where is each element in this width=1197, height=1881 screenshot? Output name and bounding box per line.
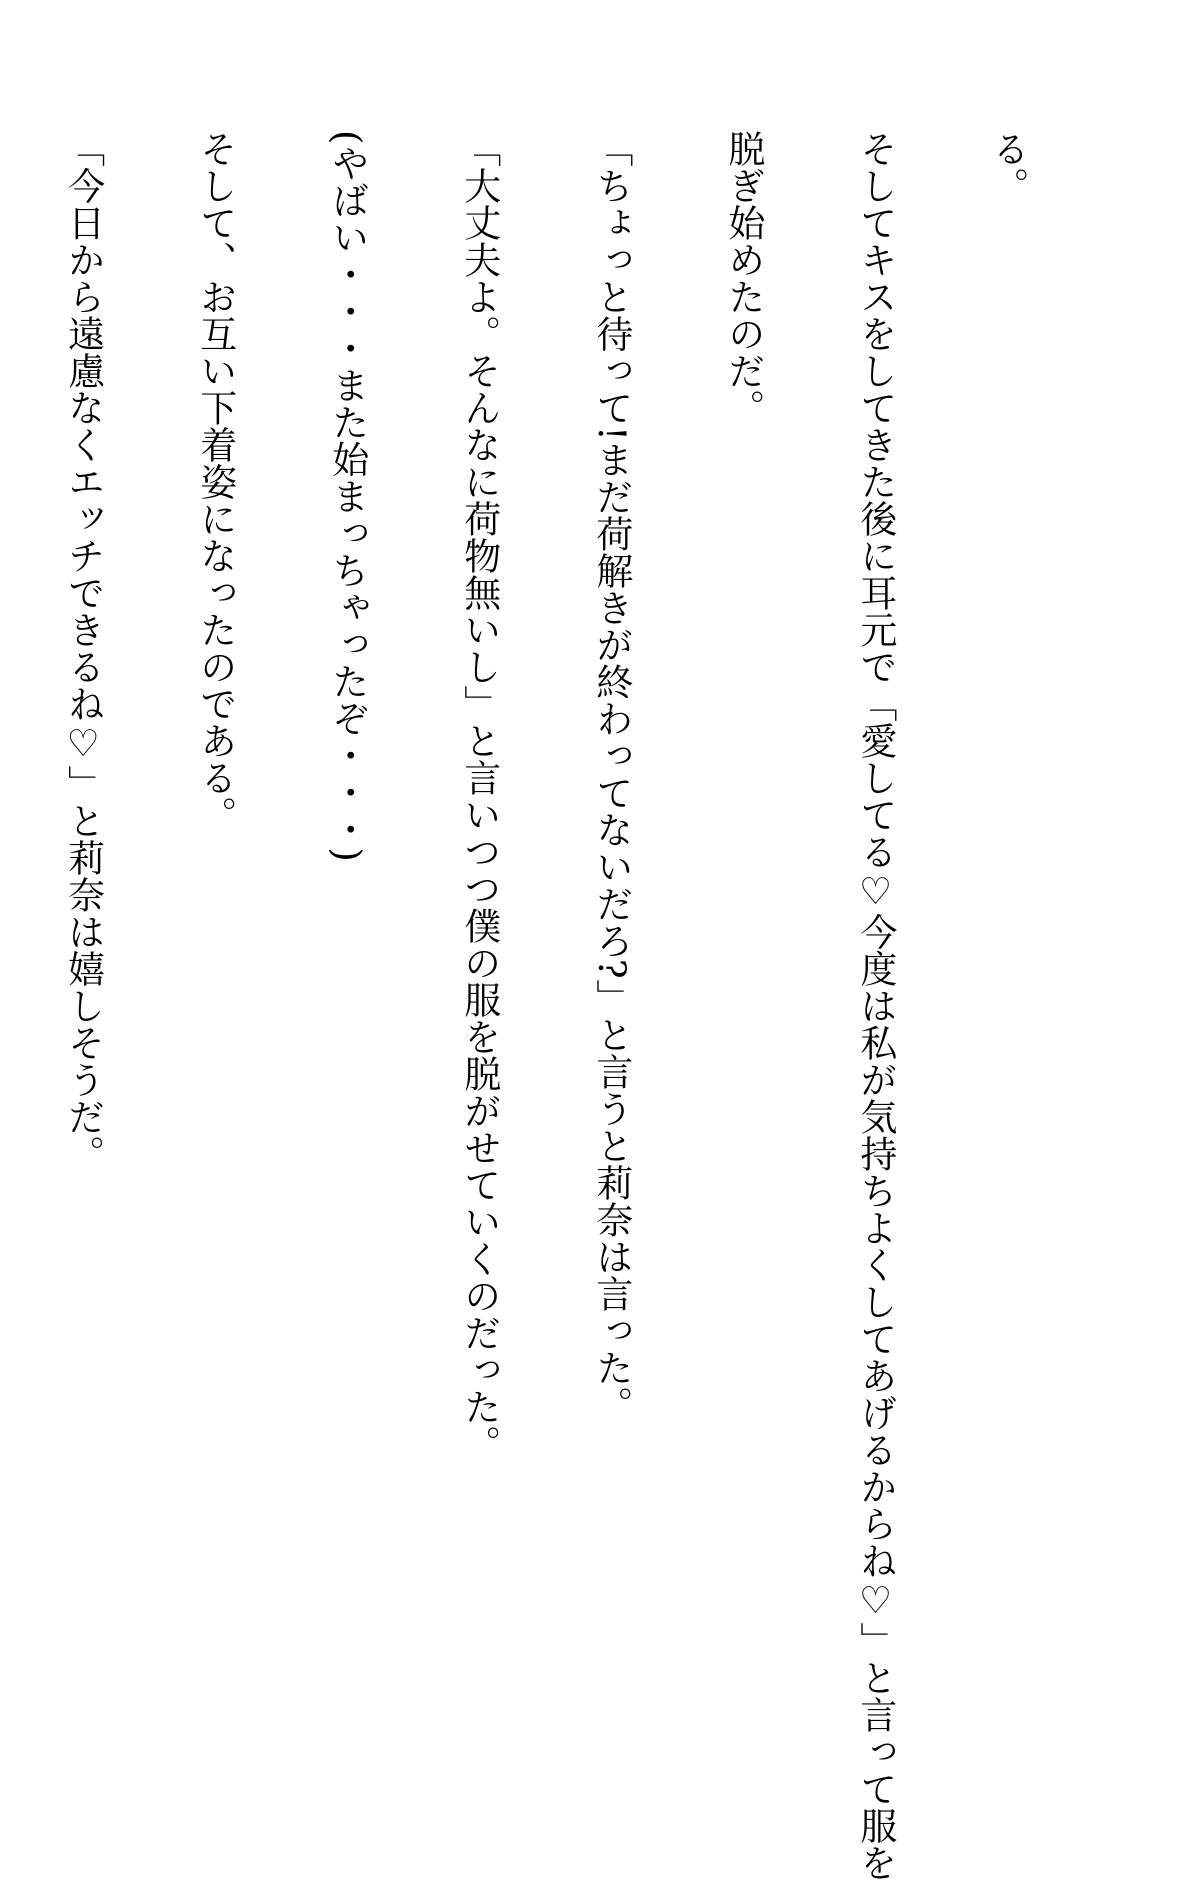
text-line: (やばい・・・また始まっちゃったぞ・・・) [325, 130, 369, 862]
text-line: 「大丈夫よ。そんなに荷物無いし」と言いつつ僕の服を脱がせていくのだった。 [457, 130, 501, 1462]
text-line: る。 [985, 130, 1029, 204]
text-line: 脱ぎ始めたのだ。 [721, 130, 765, 426]
vertical-text-body [0, 130, 1117, 1881]
text-line: そしてキスをしてきた後に耳元で「愛してる♡今度は私が気持ちよくしてあげるからね♡」と言って服を [853, 130, 897, 1881]
text-line: 「今日から遠慮なくエッチできるね♡」と莉奈は嬉しそうだ。 [61, 130, 105, 1172]
text-line: そして、お互い下着姿になったのである。 [193, 130, 237, 833]
text-line: 「ちょっと待って!まだ荷解きが終わってないだろ?」と言うと莉奈は言った。 [589, 130, 633, 1423]
